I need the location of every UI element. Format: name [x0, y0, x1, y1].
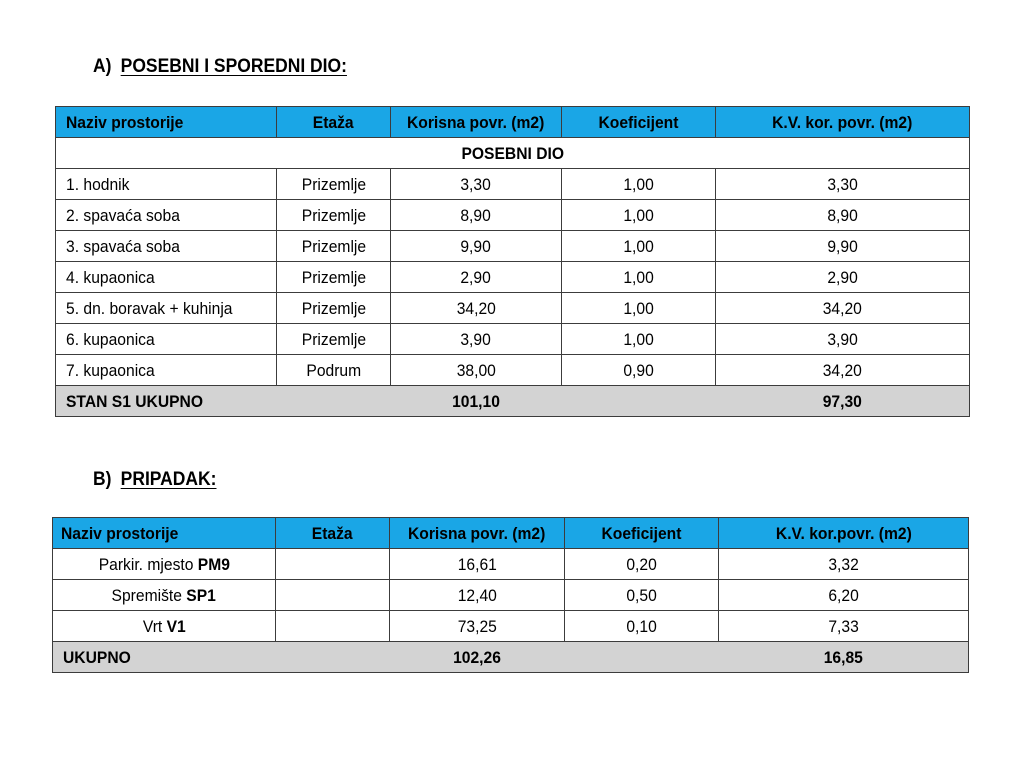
subheader-posebni-dio: POSEBNI DIO	[56, 138, 970, 169]
cell-korisna: 8,90	[460, 205, 492, 225]
cell-kv: 7,33	[828, 616, 859, 636]
cell-etaza: Prizemlje	[301, 329, 366, 349]
section-b-heading	[93, 469, 216, 491]
cell-naziv: 7. kupaonica	[66, 360, 155, 380]
cell-korisna: 16,61	[457, 554, 497, 574]
table-row	[56, 200, 970, 231]
table-header-row	[56, 107, 970, 138]
cell-kv: 3,90	[827, 329, 858, 349]
cell-naziv: 5. dn. boravak + kuhinja	[66, 298, 233, 318]
total-area: 102,26	[453, 647, 501, 667]
cell-korisna: 73,25	[457, 616, 497, 636]
cell-koeficijent: 1,00	[623, 298, 654, 318]
cell-etaza: Prizemlje	[301, 205, 366, 225]
cell-naziv: Vrt V1	[142, 616, 186, 636]
total-row	[53, 642, 969, 673]
total-label: UKUPNO	[63, 647, 131, 667]
table-posebni-dio	[55, 106, 970, 417]
table-header-row	[53, 518, 969, 549]
cell-koeficijent: 1,00	[623, 205, 654, 225]
cell-naziv: Parkir. mjesto PM9	[98, 554, 230, 574]
cell-koeficijent: 0,90	[623, 360, 654, 380]
cell-korisna: 3,30	[460, 174, 492, 194]
cell-naziv: 4. kupaonica	[66, 267, 155, 287]
cell-naziv: 6. kupaonica	[66, 329, 155, 349]
table-row	[56, 355, 970, 386]
header-koeficijent: Koeficijent	[565, 518, 719, 549]
cell-kv: 6,20	[828, 585, 859, 605]
cell-kv: 9,90	[827, 236, 858, 256]
cell-koeficijent: 0,20	[626, 554, 657, 574]
cell-naziv: Spremište SP1	[111, 585, 217, 605]
section-a-letter: A)	[93, 56, 112, 77]
cell-naziv: 1. hodnik	[66, 174, 130, 194]
total-weighted: 97,30	[822, 391, 862, 411]
table-row	[56, 293, 970, 324]
table-row	[53, 611, 969, 642]
total-row	[56, 386, 970, 417]
cell-kv: 34,20	[822, 298, 863, 318]
header-kv-povrsina: K.V. kor. povr. (m2)	[716, 107, 970, 138]
cell-korisna: 34,20	[456, 298, 496, 318]
header-naziv: Naziv prostorije	[53, 518, 276, 549]
cell-koeficijent: 1,00	[623, 236, 654, 256]
table-row	[56, 231, 970, 262]
cell-koeficijent: 1,00	[623, 174, 654, 194]
cell-etaza: Prizemlje	[301, 267, 366, 287]
cell-etaza: Prizemlje	[301, 174, 366, 194]
cell-kv: 3,32	[828, 554, 859, 574]
cell-etaza: Podrum	[306, 360, 361, 380]
section-b-title: PRIPADAK:	[120, 469, 217, 490]
cell-kv: 34,20	[822, 360, 863, 380]
table-row	[56, 324, 970, 355]
cell-naziv: 2. spavaća soba	[66, 205, 180, 225]
cell-naziv: 3. spavaća soba	[66, 236, 180, 256]
cell-koeficijent: 1,00	[623, 267, 654, 287]
header-kv-povrsina: K.V. kor.povr. (m2)	[719, 518, 969, 549]
table-row	[53, 580, 969, 611]
header-korisna: Korisna povr. (m2)	[390, 518, 565, 549]
cell-koeficijent: 1,00	[623, 329, 654, 349]
cell-korisna: 9,90	[460, 236, 492, 256]
table-row	[53, 549, 969, 580]
cell-korisna: 12,40	[457, 585, 497, 605]
cell-kv: 2,90	[827, 267, 858, 287]
cell-koeficijent: 0,10	[626, 616, 657, 636]
cell-koeficijent: 0,50	[626, 585, 657, 605]
cell-kv: 3,30	[827, 174, 858, 194]
section-a-heading	[93, 56, 347, 78]
header-korisna: Korisna povr. (m2)	[391, 107, 562, 138]
total-label: STAN S1 UKUPNO	[66, 391, 204, 411]
cell-korisna: 2,90	[460, 267, 492, 287]
section-a-title: POSEBNI I SPOREDNI DIO:	[120, 56, 347, 77]
header-naziv: Naziv prostorije	[56, 107, 277, 138]
total-area: 101,10	[452, 391, 500, 411]
header-etaza: Etaža	[276, 518, 390, 549]
table-pripadak	[52, 517, 969, 673]
section-b-letter: B)	[93, 469, 112, 490]
table-row	[56, 262, 970, 293]
cell-korisna: 3,90	[460, 329, 492, 349]
table-row	[56, 169, 970, 200]
header-koeficijent: Koeficijent	[562, 107, 716, 138]
subheader-row	[56, 138, 970, 169]
total-weighted: 16,85	[823, 647, 863, 667]
cell-etaza: Prizemlje	[301, 298, 366, 318]
cell-korisna: 38,00	[456, 360, 496, 380]
cell-kv: 8,90	[827, 205, 858, 225]
header-etaza: Etaža	[277, 107, 391, 138]
cell-etaza: Prizemlje	[301, 236, 366, 256]
